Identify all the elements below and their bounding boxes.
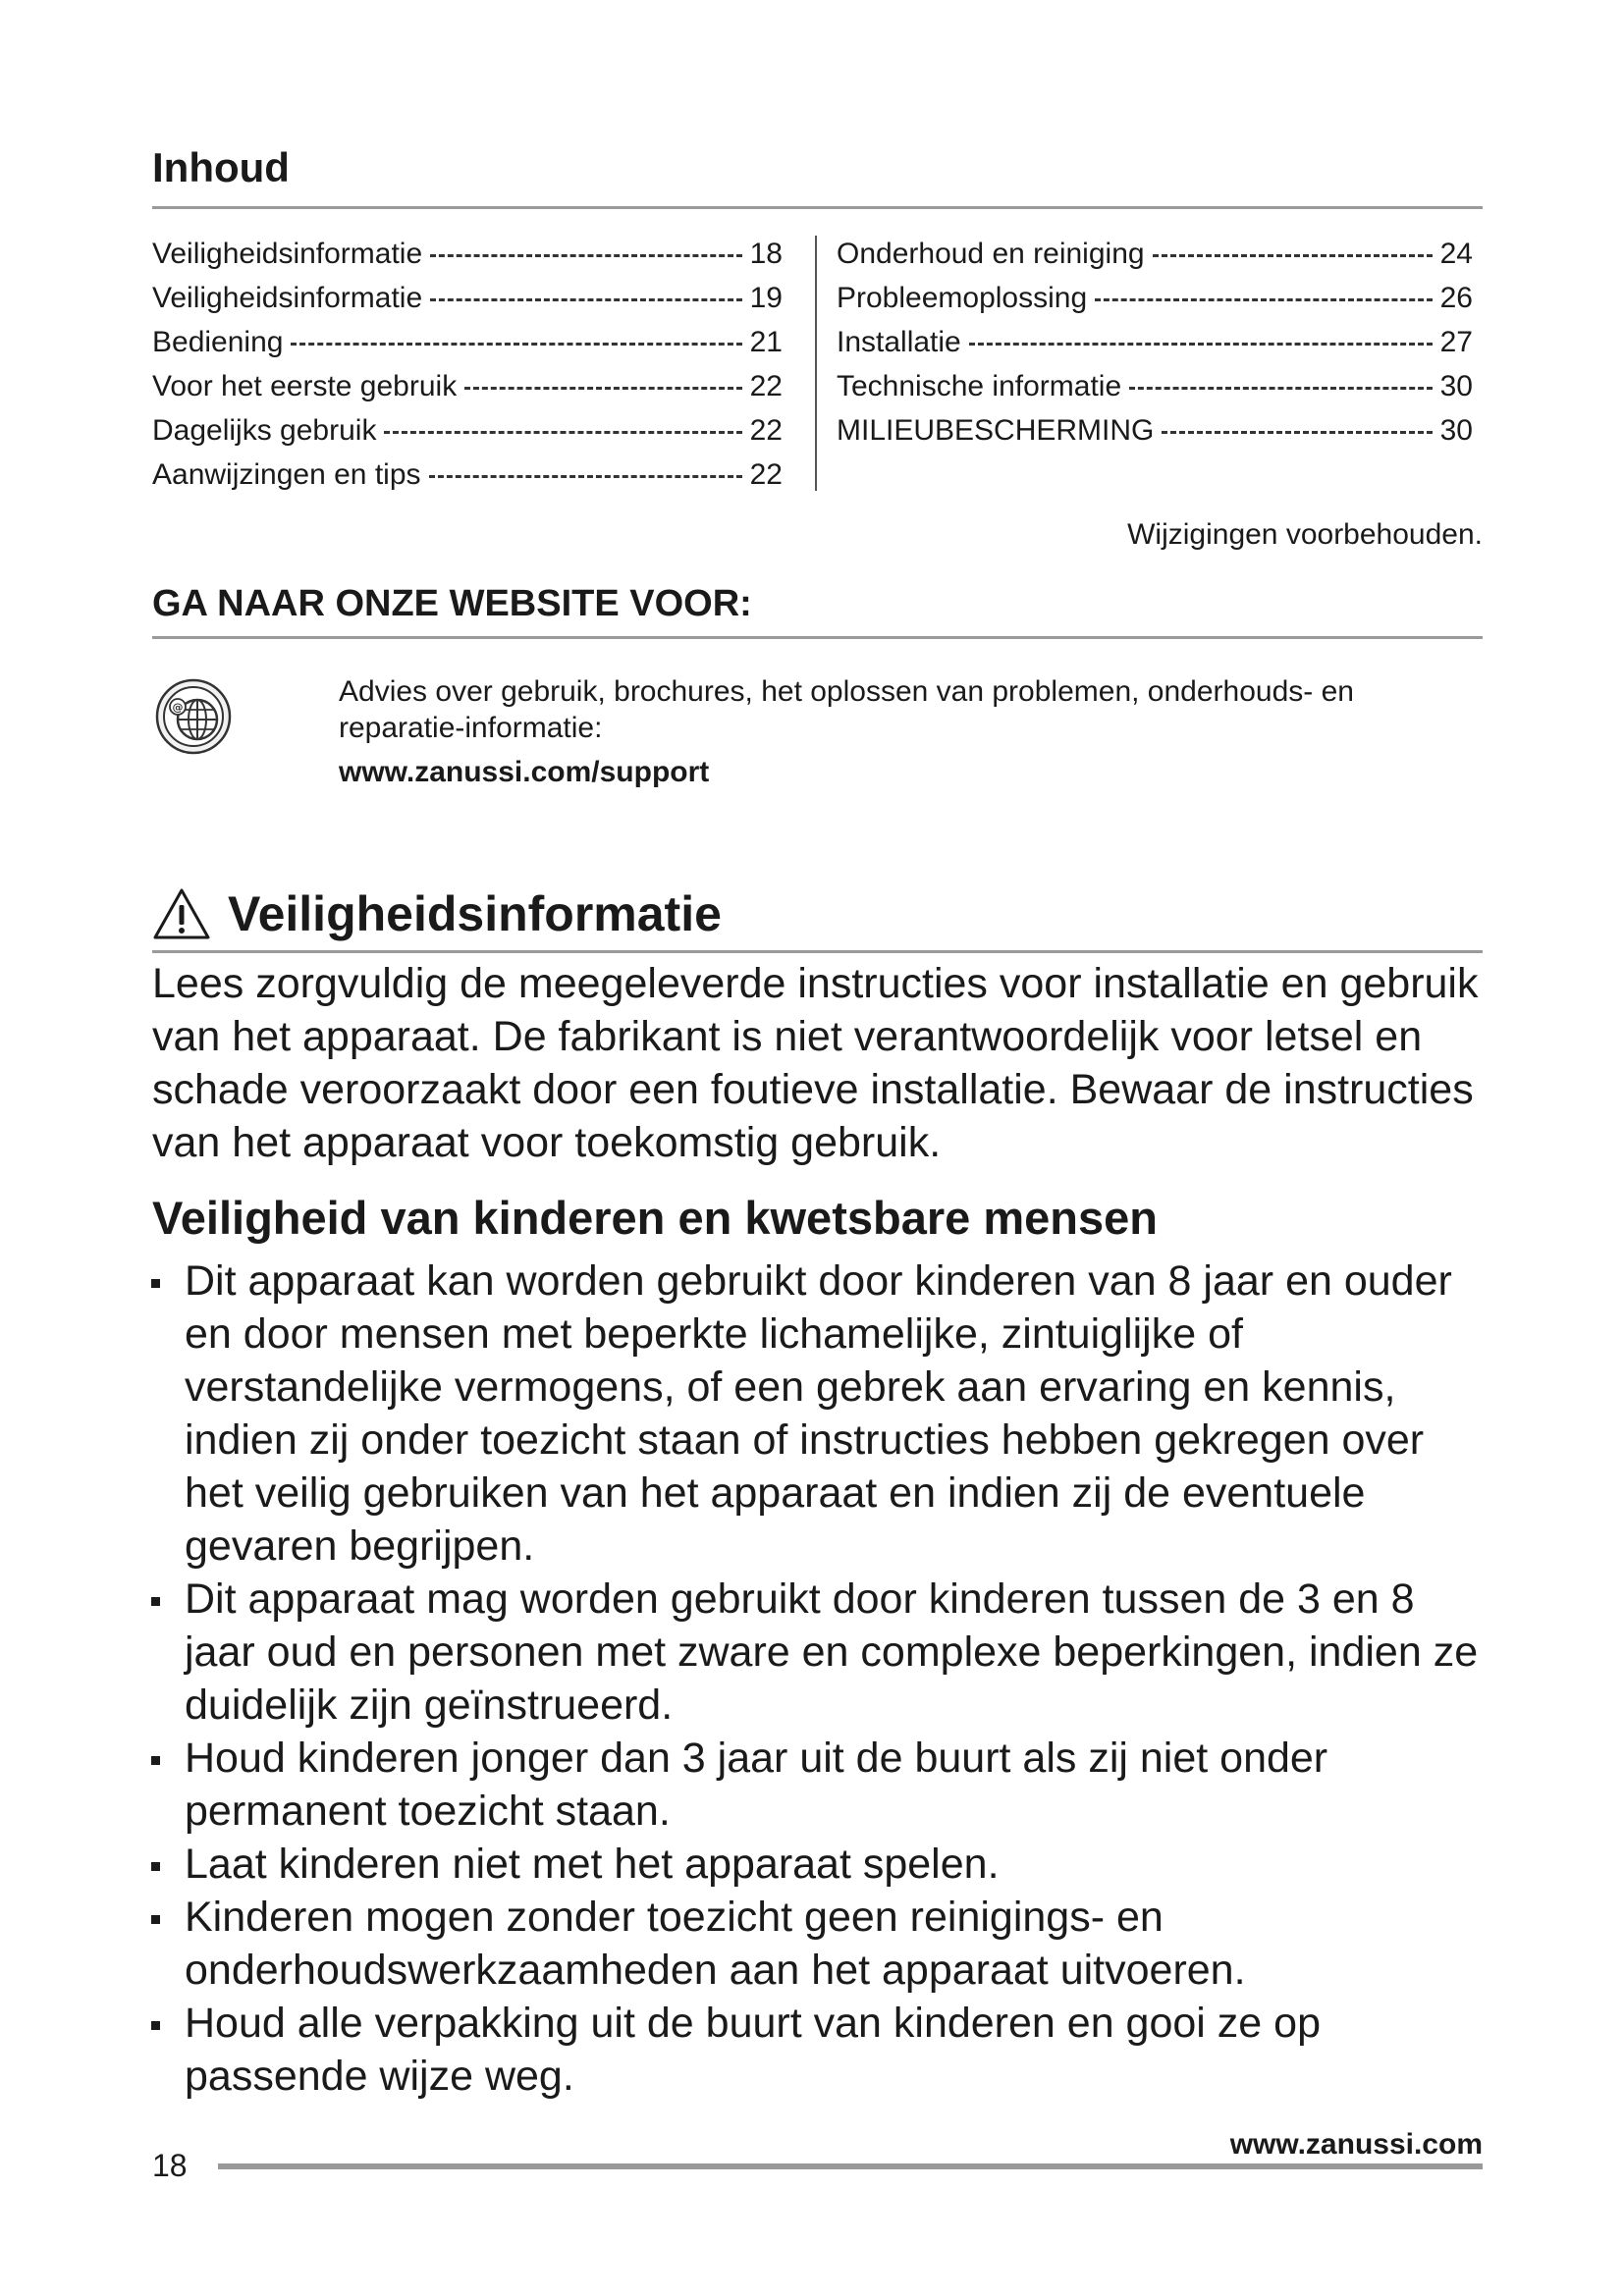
toc-entry-page: 22 xyxy=(749,414,783,447)
svg-text:@: @ xyxy=(172,701,184,714)
website-description: Advies over gebruik, brochures, het oplossen van problemen, onderhouds- en reparatie-informatie: xyxy=(339,675,1354,744)
toc-leader xyxy=(384,431,741,434)
support-link[interactable]: www.zanussi.com/support xyxy=(339,756,710,788)
list-item: Dit apparaat mag worden gebruikt door kinderen tussen de 3 en 8 jaar oud en personen met zware en complexe beperkingen, indien ze duidelijk zijn geïnstrueerd. xyxy=(147,1573,1483,1732)
contents-rule xyxy=(152,206,1483,209)
toc-entry-page: 18 xyxy=(749,238,783,270)
footer-website-link[interactable]: www.zanussi.com xyxy=(1229,2128,1483,2161)
safety-section-title: Veiligheidsinformatie xyxy=(228,886,722,941)
toc-entry-label: Probleemoplossing xyxy=(837,282,1088,314)
toc-entry-label: Veiligheidsinformatie xyxy=(152,282,423,314)
list-item: Houd alle verpakking uit de buurt van kinderen en gooi ze op passende wijze weg. xyxy=(147,1997,1483,2103)
toc-entry[interactable] xyxy=(837,276,1473,320)
toc-leader xyxy=(969,343,1433,346)
safety-rule xyxy=(152,950,1483,953)
toc-entry-label: Veiligheidsinformatie xyxy=(152,238,423,270)
safety-intro: Lees zorgvuldig de meegeleverde instructies voor installatie en gebruik van het apparaat. De fabrikant is niet verantwoordelijk voor letsel en schade veroorzaakt door een foutieve installatie. Bewaar de instructies van het apparaat voor toekomstig gebruik. xyxy=(152,960,1479,1166)
footer-rule xyxy=(218,2163,1483,2169)
children-safety-list xyxy=(147,1255,1483,2103)
toc-entry[interactable] xyxy=(152,276,783,320)
toc-entry[interactable] xyxy=(837,364,1473,408)
toc-left-column xyxy=(152,232,783,497)
list-item: Kinderen mogen zonder toezicht geen reinigings- en onderhoudswerkzaamheden aan het apparaat uitvoeren. xyxy=(147,1891,1483,1997)
toc-leader xyxy=(1162,431,1432,434)
toc-entry-page: 30 xyxy=(1439,414,1473,447)
toc-right-column xyxy=(837,232,1473,453)
website-rule xyxy=(152,636,1483,639)
toc-entry-label: Dagelijks gebruik xyxy=(152,414,377,447)
contents-title: Inhoud xyxy=(152,144,290,190)
toc-entry-page: 22 xyxy=(749,458,783,491)
toc-leader xyxy=(429,475,742,478)
toc-entry[interactable] xyxy=(837,232,1473,276)
toc-entry-label: Technische informatie xyxy=(837,370,1122,402)
toc-entry-label: Installatie xyxy=(837,326,961,358)
list-item: Laat kinderen niet met het apparaat spelen. xyxy=(147,1838,1483,1891)
toc-entry[interactable] xyxy=(152,453,783,497)
toc-entry-page: 22 xyxy=(749,370,783,402)
toc-divider xyxy=(815,236,817,491)
website-section-title: GA NAAR ONZE WEBSITE VOOR: xyxy=(152,583,752,624)
changes-note: Wijzigingen voorbehouden. xyxy=(1127,518,1483,551)
toc-entry-label: Voor het eerste gebruik xyxy=(152,370,458,402)
toc-entry[interactable] xyxy=(837,408,1473,453)
toc-entry[interactable] xyxy=(152,364,783,408)
toc-entry-page: 19 xyxy=(749,282,783,314)
toc-leader xyxy=(291,343,741,346)
toc-entry-page: 30 xyxy=(1439,370,1473,402)
page-number: 18 xyxy=(152,2148,188,2183)
toc-entry[interactable] xyxy=(152,320,783,364)
toc-leader xyxy=(1153,254,1433,257)
toc-entry[interactable] xyxy=(152,232,783,276)
toc-entry-label: Onderhoud en reiniging xyxy=(837,238,1145,270)
toc-leader xyxy=(430,298,741,301)
toc-leader xyxy=(464,387,741,390)
toc-leader xyxy=(1095,298,1432,301)
toc-entry-page: 26 xyxy=(1439,282,1473,314)
list-item: Dit apparaat kan worden gebruikt door kinderen van 8 jaar en ouder en door mensen met beperkte lichamelijke, zintuiglijke of verstandelijke vermogens, of een gebrek aan ervaring en kennis, indien zij onder toezicht staan of instructies hebben gekregen over het veilig gebruiken van het apparaat en indien zij de eventuele gevaren begrijpen. xyxy=(147,1255,1483,1573)
toc-entry-page: 27 xyxy=(1439,326,1473,358)
globe-icon xyxy=(154,677,233,756)
children-safety-title: Veiligheid van kinderen en kwetsbare mensen xyxy=(152,1192,1158,1244)
toc-leader xyxy=(1129,387,1432,390)
toc-entry[interactable] xyxy=(837,320,1473,364)
toc-entry-label: Aanwijzingen en tips xyxy=(152,458,421,491)
list-item: Houd kinderen jonger dan 3 jaar uit de buurt als zij niet onder permanent toezicht staan. xyxy=(147,1732,1483,1838)
warning-icon xyxy=(152,887,211,940)
toc-entry-page: 21 xyxy=(749,326,783,358)
toc-entry[interactable] xyxy=(152,408,783,453)
toc-entry-page: 24 xyxy=(1439,238,1473,270)
toc-entry-label: Bediening xyxy=(152,326,284,358)
toc-entry-label: MILIEUBESCHERMING xyxy=(837,414,1155,447)
toc-leader xyxy=(430,254,741,257)
